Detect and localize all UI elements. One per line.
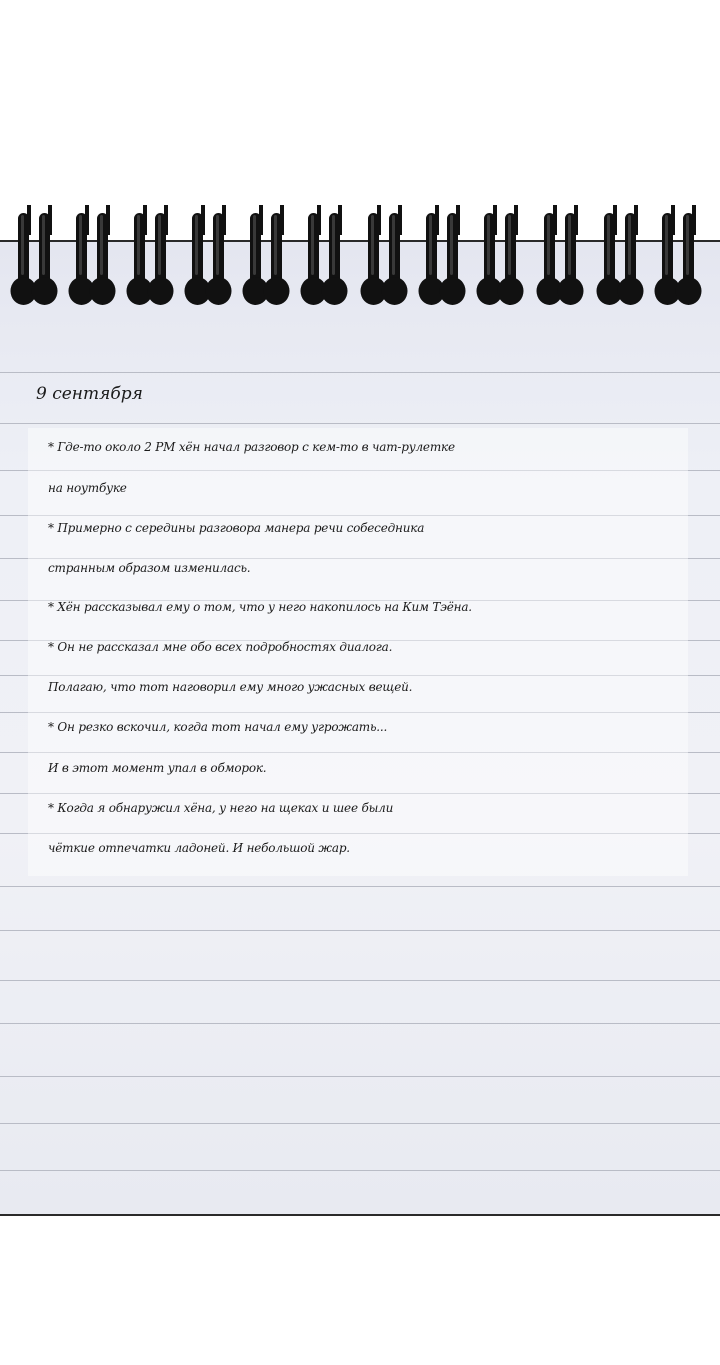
spiral-rings-icon [0, 205, 720, 325]
note-line: И в этот момент упал в обморок. [48, 761, 267, 775]
ruled-line [0, 423, 720, 424]
note-line: странным образом изменилась. [48, 561, 251, 575]
note-line: * Он резко вскочил, когда тот начал ему угрожать... [48, 720, 388, 734]
ruled-line [0, 886, 720, 887]
note-line: * Примерно с середины разговора манера речи собеседника [48, 521, 425, 535]
ruled-line [0, 1170, 720, 1171]
spiral-binding [0, 205, 720, 325]
note-line: * Где-то около 2 PM хён начал разговор с кем-то в чат-рулетке [48, 440, 455, 454]
ruled-line [0, 930, 720, 931]
note-line: * Хён рассказывал ему о том, что у него накопилось на Ким Тэёна. [48, 600, 472, 614]
note-line: чёткие отпечатки ладоней. И небольшой жар. [48, 841, 350, 855]
ruled-line [0, 372, 720, 373]
note-line: * Он не рассказал мне обо всех подробностях диалога. [48, 640, 393, 654]
note-line: Полагаю, что тот наговорил ему много ужасных вещей. [48, 680, 413, 694]
note-line: * Когда я обнаружил хёна, у него на щеках и шее были [48, 801, 394, 815]
ruled-line [0, 1076, 720, 1077]
ruled-line [0, 1123, 720, 1124]
note-date: 9 сентября [36, 384, 143, 404]
note-line: на ноутбуке [48, 481, 127, 495]
ruled-line [0, 980, 720, 981]
ruled-line [0, 1023, 720, 1024]
